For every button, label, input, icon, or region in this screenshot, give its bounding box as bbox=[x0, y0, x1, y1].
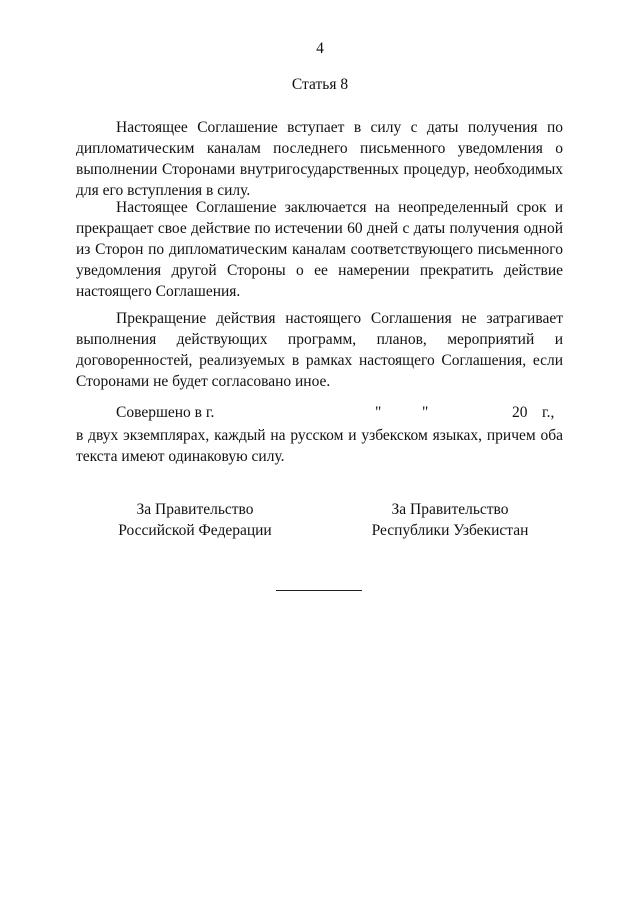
signature-block-uzbekistan bbox=[355, 499, 545, 541]
signature-left-line2: Российской Федерации bbox=[118, 522, 272, 539]
signature-right-line1: За Правительство bbox=[391, 501, 509, 518]
signed-rest-text: в двух экземплярах, каждый на русском и узбекском языках, причем оба текста имеют одинаковую силу. bbox=[76, 427, 563, 465]
paragraph-duration-termination: Настоящее Соглашение заключается на неопределенный срок и прекращает свое действие по истечении 60 дней с даты получения одной из Сторон по дипломатическим каналам соответствующего письменного уведомления другой Стороны о ее намерении прекратить действие настоящего Соглашения. bbox=[76, 199, 563, 300]
signature-left-line1: За Правительство bbox=[136, 501, 254, 518]
paragraph-termination-effect: Прекращение действия настоящего Соглашения не затрагивает выполнения действующих программ, планов, мероприятий и договоренностей, реализуемых в рамках настоящего Соглашения, если Сторонами не будет согласовано иное. bbox=[76, 310, 563, 390]
article-title: Статья 8 bbox=[291, 76, 349, 93]
done-in-text: Совершено в г. bbox=[116, 404, 215, 421]
open-quote: " bbox=[375, 404, 382, 421]
signed-line bbox=[76, 404, 563, 425]
page-number: 4 bbox=[316, 40, 324, 57]
paragraph-entry-into-force: Настоящее Соглашение вступает в силу с даты получения по дипломатическим каналам последнего письменного уведомления о выполнении Сторонами внутригосударственных процедур, необходимых для его вступления в силу. bbox=[76, 119, 563, 199]
signature-right-line2: Республики Узбекистан bbox=[371, 522, 529, 539]
year-prefix: 20 bbox=[512, 404, 528, 421]
signature-block-russia bbox=[100, 499, 290, 541]
closing-rule bbox=[276, 590, 362, 591]
close-quote: " bbox=[422, 404, 429, 421]
year-suffix: г., bbox=[542, 404, 555, 421]
